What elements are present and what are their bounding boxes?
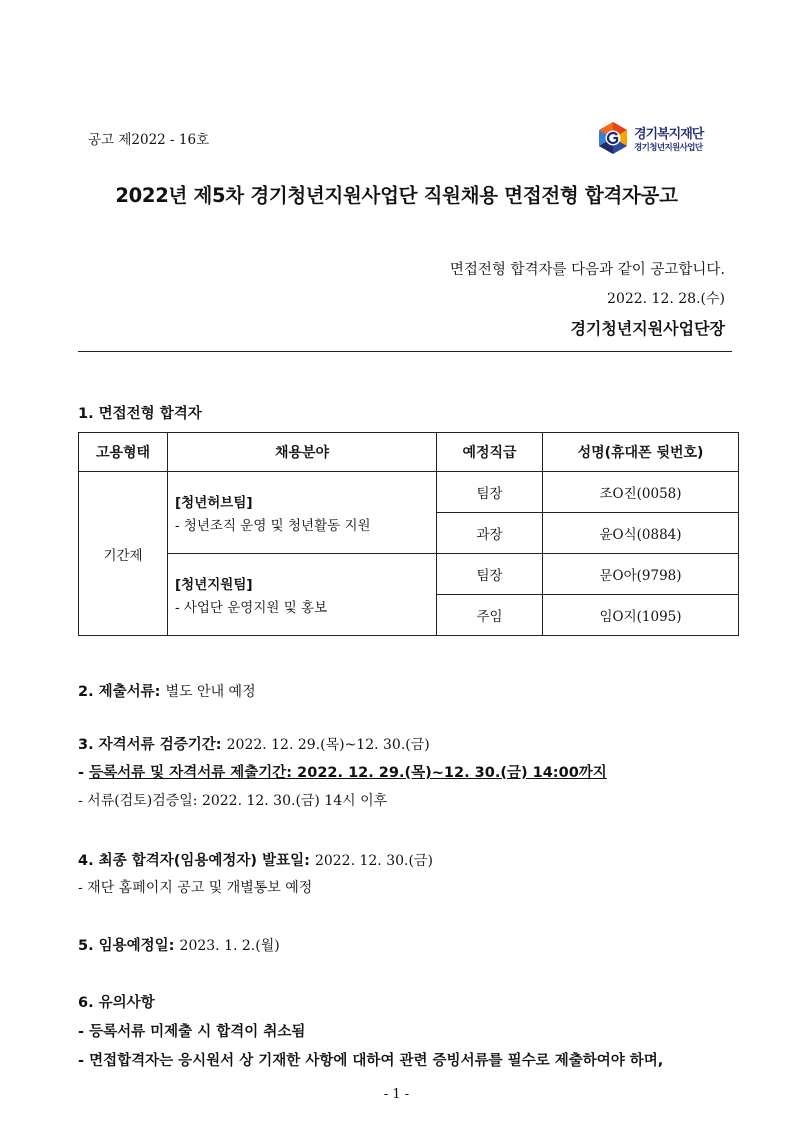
field-cell [168, 554, 437, 636]
name-cell: 문O아(9798) [543, 554, 739, 595]
employment-type-cell: 기간제 [79, 472, 168, 636]
submission-period-text: 등록서류 및 자격서류 제출기간: 2022. 12. 29.(목)~12. 30.(금) 14:00까지 [89, 765, 607, 781]
field-description: - 청년조직 운영 및 청년활동 지원 [175, 518, 371, 534]
rank-cell: 팀장 [437, 554, 543, 595]
bullet-dash: - [78, 765, 90, 781]
table-header-cell: 채용분야 [168, 433, 437, 472]
intro-text: 면접전형 합격자를 다음과 같이 공고합니다. [449, 262, 725, 278]
field-cell [168, 472, 437, 554]
section2 [78, 680, 256, 701]
section2-value: 별도 안내 예정 [165, 684, 256, 700]
table-header-cell: 예정직급 [437, 433, 543, 472]
header-divider [78, 351, 732, 352]
section2-heading: 2. 제출서류: [78, 684, 161, 700]
section1-heading: 1. 면접전형 합격자 [78, 406, 202, 422]
section4-value: 2022. 12. 30.(금) [314, 853, 433, 869]
section3-verification-date: - 서류(검토)검증일: 2022. 12. 30.(금) 14시 이후 [78, 793, 388, 809]
name-cell: 임O지(1095) [543, 595, 739, 636]
foundation-logo [596, 120, 726, 158]
section6-note1: - 등록서류 미제출 시 합격이 취소됨 [78, 1024, 306, 1040]
table-header-cell: 성명(휴대폰 뒷번호) [543, 433, 739, 472]
table-row [79, 472, 739, 513]
logo-name: 경기복지재단 [634, 127, 704, 142]
logo-mark-icon [596, 121, 630, 155]
table-row [79, 554, 739, 595]
section3-value: 2022. 12. 29.(목)~12. 30.(금) [226, 737, 430, 753]
logo-subname: 경기청년지원사업단 [634, 143, 703, 153]
page-number: - 1 - [383, 1087, 410, 1102]
page-title: 2022년 제5차 경기청년지원사업단 직원채용 면접전형 합격자공고 [115, 184, 678, 207]
table-header-row [79, 433, 739, 472]
section6-heading: 6. 유의사항 [78, 995, 155, 1011]
section5 [78, 934, 280, 955]
section5-heading: 5. 임용예정일: [78, 938, 175, 954]
field-title: [청년지원팀] [175, 577, 253, 593]
section4 [78, 849, 433, 870]
section5-value: 2023. 1. 2.(월) [179, 938, 280, 954]
notice-date: 2022. 12. 28.(수) [607, 291, 725, 307]
result-table [78, 432, 739, 636]
section3-heading: 3. 자격서류 검증기간: [78, 737, 222, 753]
section4-heading: 4. 최종 합격자(임용예정자) 발표일: [78, 853, 310, 869]
name-cell: 조O진(0058) [543, 472, 739, 513]
issuing-organization: 경기청년지원사업단장 [570, 319, 725, 338]
table-header-cell: 고용형태 [79, 433, 168, 472]
field-title: [청년허브팀] [175, 495, 253, 511]
notice-number: 공고 제2022 - 16호 [88, 132, 210, 148]
section6-note2: - 면접합격자는 응시원서 상 기재한 사항에 대하여 관련 증빙서류를 필수로 제출하여야 하며, [78, 1053, 664, 1069]
rank-cell: 주임 [437, 595, 543, 636]
rank-cell: 팀장 [437, 472, 543, 513]
section3-submission-period [78, 761, 607, 782]
rank-cell: 과장 [437, 513, 543, 554]
section3 [78, 733, 430, 754]
name-cell: 윤O식(0884) [543, 513, 739, 554]
section4-notice: - 재단 홈페이지 공고 및 개별통보 예정 [78, 880, 313, 896]
field-description: - 사업단 운영지원 및 홍보 [175, 600, 328, 616]
